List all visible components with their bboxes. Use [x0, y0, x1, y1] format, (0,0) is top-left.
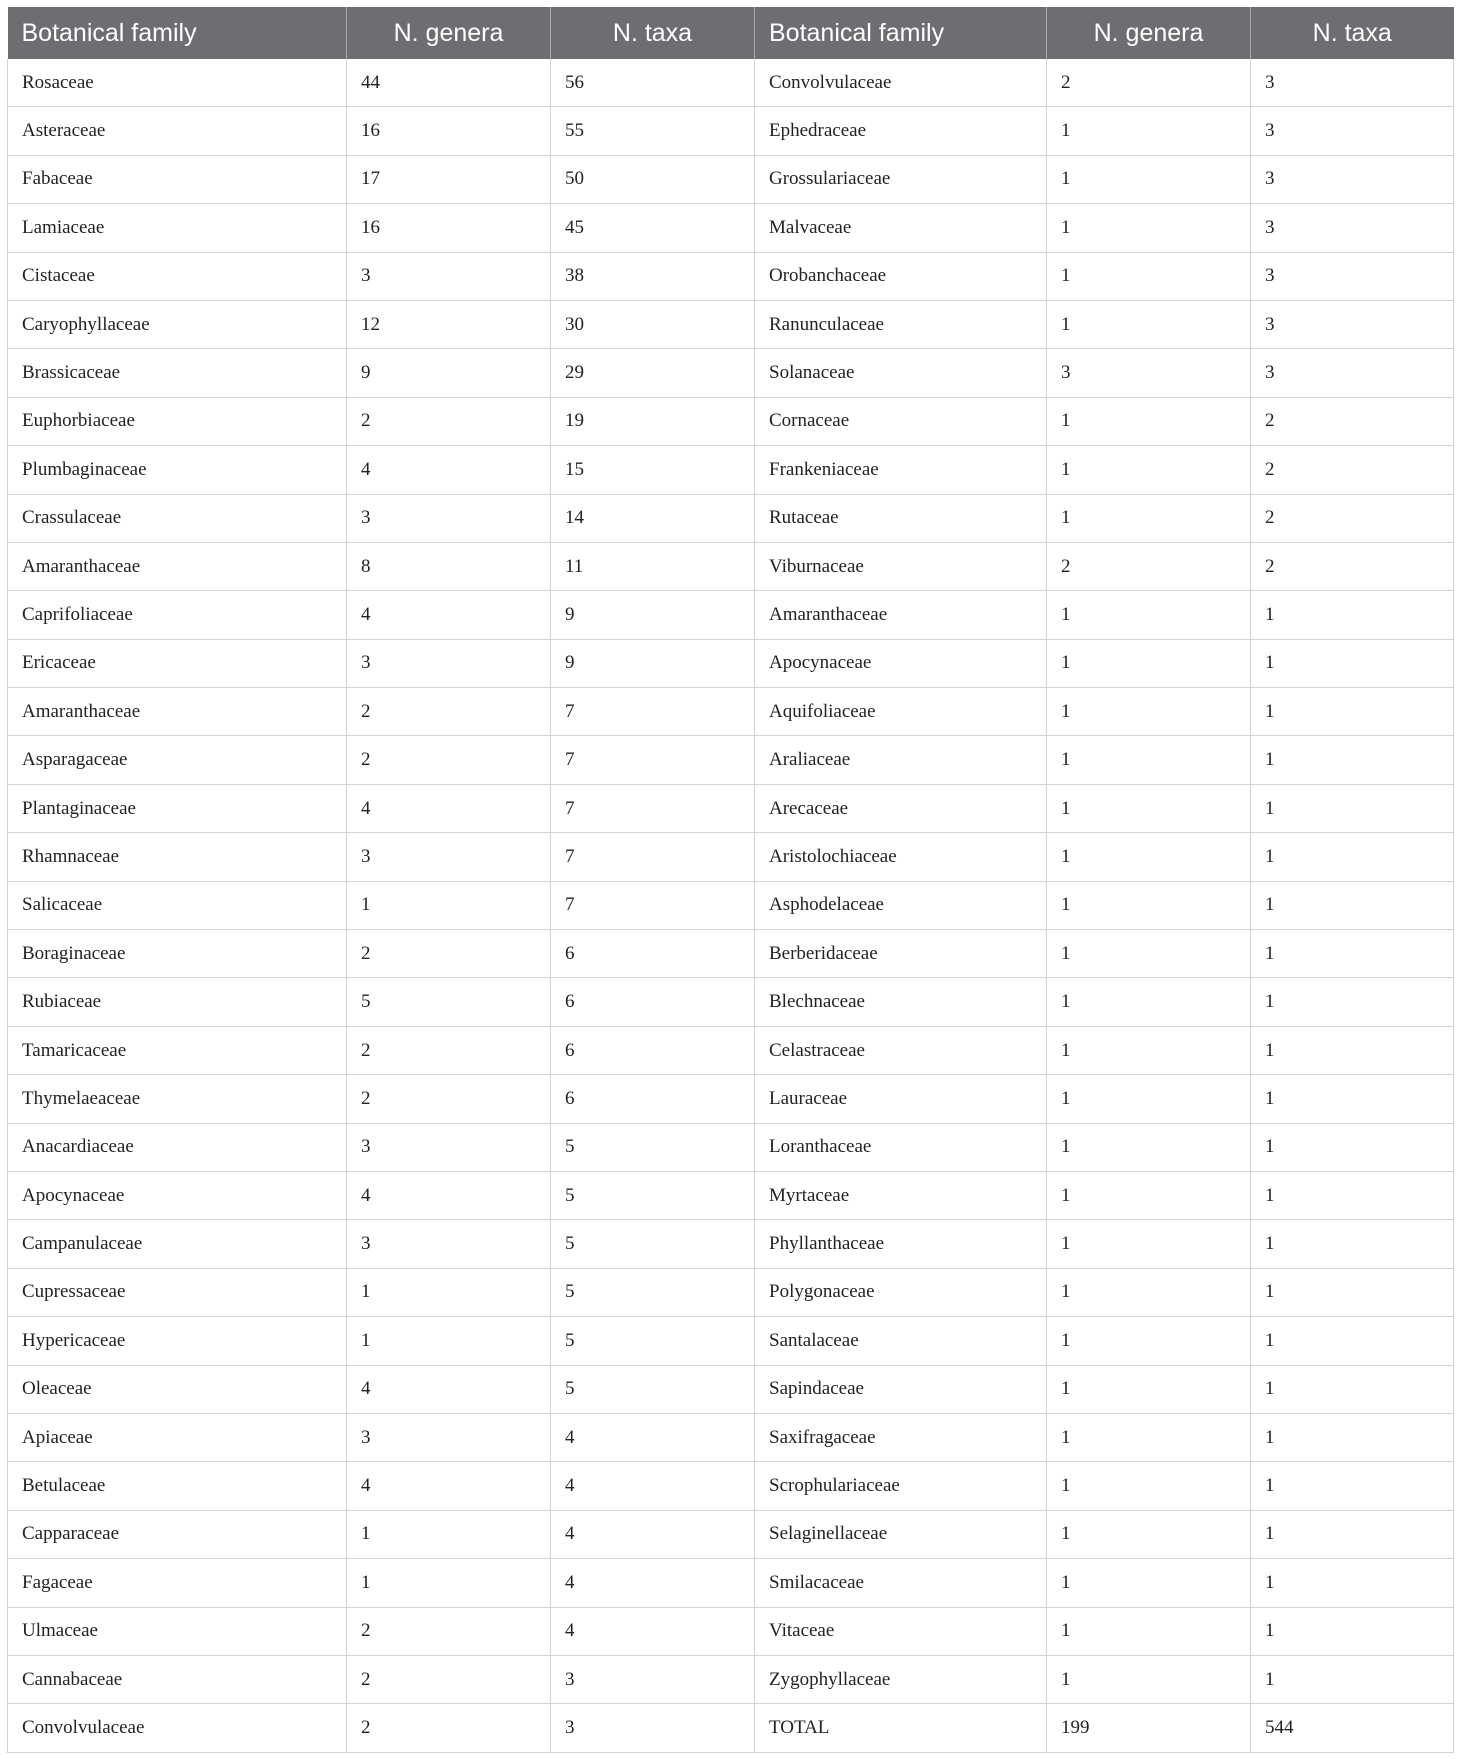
- family-cell: Lauraceae: [755, 1075, 1047, 1123]
- family-cell: TOTAL: [755, 1704, 1047, 1752]
- taxa-cell: 1: [1251, 1123, 1454, 1171]
- taxa-cell: 5: [551, 1220, 755, 1268]
- table-row: [8, 978, 1454, 1026]
- table-row: [8, 1559, 1454, 1607]
- taxa-cell: 1: [1251, 1026, 1454, 1074]
- taxa-cell: 1: [1251, 930, 1454, 978]
- family-cell: Thymelaeaceae: [8, 1075, 347, 1123]
- family-cell: Polygonaceae: [755, 1268, 1047, 1316]
- table-row: [8, 1655, 1454, 1703]
- genera-cell: 16: [347, 107, 551, 155]
- table-row: [8, 1413, 1454, 1461]
- table-row: [8, 1123, 1454, 1171]
- taxa-cell: 3: [551, 1655, 755, 1703]
- genera-cell: 1: [1047, 1462, 1251, 1510]
- family-cell: Loranthaceae: [755, 1123, 1047, 1171]
- genera-cell: 1: [1047, 1317, 1251, 1365]
- taxa-cell: 4: [551, 1510, 755, 1558]
- family-cell: Sapindaceae: [755, 1365, 1047, 1413]
- genera-cell: 1: [1047, 1026, 1251, 1074]
- family-cell: Viburnaceae: [755, 542, 1047, 590]
- genera-cell: 2: [347, 1655, 551, 1703]
- family-cell: Aquifoliaceae: [755, 688, 1047, 736]
- family-cell: Frankeniaceae: [755, 446, 1047, 494]
- genera-cell: 3: [347, 252, 551, 300]
- genera-cell: 2: [347, 1607, 551, 1655]
- taxa-cell: 3: [1251, 252, 1454, 300]
- taxa-cell: 55: [551, 107, 755, 155]
- genera-cell: 1: [1047, 639, 1251, 687]
- taxa-cell: 6: [551, 1075, 755, 1123]
- table-row: [8, 833, 1454, 881]
- family-cell: Asphodelaceae: [755, 881, 1047, 929]
- family-cell: Fagaceae: [8, 1559, 347, 1607]
- genera-cell: 4: [347, 1171, 551, 1219]
- header-n-taxa-left: N. taxa: [551, 7, 755, 59]
- taxa-cell: 3: [1251, 155, 1454, 203]
- table-row: [8, 494, 1454, 542]
- taxa-cell: 1: [1251, 1510, 1454, 1558]
- family-cell: Boraginaceae: [8, 930, 347, 978]
- table-row: [8, 446, 1454, 494]
- taxa-cell: 7: [551, 736, 755, 784]
- taxa-cell: 3: [1251, 204, 1454, 252]
- taxa-cell: 7: [551, 833, 755, 881]
- taxa-cell: 1: [1251, 1365, 1454, 1413]
- genera-cell: 1: [347, 1510, 551, 1558]
- table-row: [8, 107, 1454, 155]
- genera-cell: 2: [347, 397, 551, 445]
- family-cell: Rutaceae: [755, 494, 1047, 542]
- family-cell: Hypericaceae: [8, 1317, 347, 1365]
- genera-cell: 3: [347, 833, 551, 881]
- family-cell: Convolvulaceae: [755, 59, 1047, 107]
- genera-cell: 2: [1047, 59, 1251, 107]
- taxa-cell: 1: [1251, 1462, 1454, 1510]
- genera-cell: 1: [1047, 1075, 1251, 1123]
- family-cell: Grossulariaceae: [755, 155, 1047, 203]
- family-cell: Apocynaceae: [755, 639, 1047, 687]
- genera-cell: 1: [1047, 978, 1251, 1026]
- genera-cell: 4: [347, 1462, 551, 1510]
- families-table-container: [7, 7, 1453, 1753]
- taxa-cell: 1: [1251, 639, 1454, 687]
- family-cell: Rubiaceae: [8, 978, 347, 1026]
- taxa-cell: 45: [551, 204, 755, 252]
- taxa-cell: 1: [1251, 736, 1454, 784]
- family-cell: Aristolochiaceae: [755, 833, 1047, 881]
- table-row: [8, 784, 1454, 832]
- genera-cell: 3: [347, 1123, 551, 1171]
- taxa-cell: 6: [551, 978, 755, 1026]
- table-row: [8, 881, 1454, 929]
- genera-cell: 2: [347, 688, 551, 736]
- family-cell: Apocynaceae: [8, 1171, 347, 1219]
- taxa-cell: 1: [1251, 978, 1454, 1026]
- genera-cell: 1: [1047, 155, 1251, 203]
- family-cell: Ulmaceae: [8, 1607, 347, 1655]
- family-cell: Campanulaceae: [8, 1220, 347, 1268]
- taxa-cell: 56: [551, 59, 755, 107]
- taxa-cell: 29: [551, 349, 755, 397]
- table-row: [8, 155, 1454, 203]
- family-cell: Plantaginaceae: [8, 784, 347, 832]
- genera-cell: 1: [1047, 1365, 1251, 1413]
- table-row: [8, 930, 1454, 978]
- table-row: [8, 1607, 1454, 1655]
- family-cell: Convolvulaceae: [8, 1704, 347, 1752]
- genera-cell: 3: [347, 494, 551, 542]
- family-cell: Asparagaceae: [8, 736, 347, 784]
- genera-cell: 5: [347, 978, 551, 1026]
- genera-cell: 1: [347, 881, 551, 929]
- family-cell: Cornaceae: [755, 397, 1047, 445]
- family-cell: Lamiaceae: [8, 204, 347, 252]
- family-cell: Rosaceae: [8, 59, 347, 107]
- genera-cell: 12: [347, 300, 551, 348]
- genera-cell: 1: [1047, 736, 1251, 784]
- family-cell: Crassulaceae: [8, 494, 347, 542]
- table-row: [8, 1462, 1454, 1510]
- taxa-cell: 4: [551, 1559, 755, 1607]
- family-cell: Euphorbiaceae: [8, 397, 347, 445]
- table-row: [8, 1510, 1454, 1558]
- genera-cell: 3: [1047, 349, 1251, 397]
- family-cell: Vitaceae: [755, 1607, 1047, 1655]
- taxa-cell: 1: [1251, 1559, 1454, 1607]
- genera-cell: 1: [1047, 1220, 1251, 1268]
- taxa-cell: 6: [551, 930, 755, 978]
- header-botanical-family-left: Botanical family: [8, 7, 347, 59]
- taxa-cell: 11: [551, 542, 755, 590]
- family-cell: Celastraceae: [755, 1026, 1047, 1074]
- table-row: [8, 736, 1454, 784]
- taxa-cell: 5: [551, 1365, 755, 1413]
- family-cell: Amaranthaceae: [8, 542, 347, 590]
- taxa-cell: 1: [1251, 1413, 1454, 1461]
- taxa-cell: 3: [1251, 349, 1454, 397]
- family-cell: Asteraceae: [8, 107, 347, 155]
- family-cell: Cupressaceae: [8, 1268, 347, 1316]
- genera-cell: 2: [347, 1704, 551, 1752]
- header-botanical-family-right: Botanical family: [755, 7, 1047, 59]
- taxa-cell: 6: [551, 1026, 755, 1074]
- family-cell: Berberidaceae: [755, 930, 1047, 978]
- taxa-cell: 1: [1251, 1317, 1454, 1365]
- genera-cell: 1: [1047, 1268, 1251, 1316]
- header-n-genera-left: N. genera: [347, 7, 551, 59]
- genera-cell: 2: [347, 930, 551, 978]
- table-row: [8, 204, 1454, 252]
- family-cell: Caprifoliaceae: [8, 591, 347, 639]
- genera-cell: 1: [1047, 1171, 1251, 1219]
- taxa-cell: 5: [551, 1317, 755, 1365]
- genera-cell: 2: [1047, 542, 1251, 590]
- family-cell: Saxifragaceae: [755, 1413, 1047, 1461]
- genera-cell: 4: [347, 1365, 551, 1413]
- genera-cell: 16: [347, 204, 551, 252]
- taxa-cell: 5: [551, 1123, 755, 1171]
- taxa-cell: 1: [1251, 1171, 1454, 1219]
- taxa-cell: 4: [551, 1413, 755, 1461]
- genera-cell: 4: [347, 591, 551, 639]
- family-cell: Amaranthaceae: [755, 591, 1047, 639]
- table-row: [8, 397, 1454, 445]
- taxa-cell: 3: [1251, 107, 1454, 155]
- family-cell: Plumbaginaceae: [8, 446, 347, 494]
- family-cell: Anacardiaceae: [8, 1123, 347, 1171]
- family-cell: Myrtaceae: [755, 1171, 1047, 1219]
- taxa-cell: 3: [1251, 59, 1454, 107]
- genera-cell: 1: [1047, 300, 1251, 348]
- family-cell: Orobanchaceae: [755, 252, 1047, 300]
- taxa-cell: 2: [1251, 494, 1454, 542]
- taxa-cell: 5: [551, 1268, 755, 1316]
- genera-cell: 44: [347, 59, 551, 107]
- table-row: [8, 688, 1454, 736]
- table-row: [8, 59, 1454, 107]
- genera-cell: 2: [347, 1026, 551, 1074]
- taxa-cell: 1: [1251, 591, 1454, 639]
- taxa-cell: 7: [551, 688, 755, 736]
- genera-cell: 1: [347, 1268, 551, 1316]
- table-row: [8, 1365, 1454, 1413]
- genera-cell: 1: [1047, 881, 1251, 929]
- genera-cell: 2: [347, 736, 551, 784]
- taxa-cell: 1: [1251, 688, 1454, 736]
- genera-cell: 1: [1047, 1413, 1251, 1461]
- header-n-taxa-right: N. taxa: [1251, 7, 1454, 59]
- table-row: [8, 1075, 1454, 1123]
- family-cell: Santalaceae: [755, 1317, 1047, 1365]
- genera-cell: 1: [1047, 1510, 1251, 1558]
- genera-cell: 1: [1047, 1655, 1251, 1703]
- genera-cell: 8: [347, 542, 551, 590]
- genera-cell: 17: [347, 155, 551, 203]
- family-cell: Zygophyllaceae: [755, 1655, 1047, 1703]
- table-row: [8, 300, 1454, 348]
- genera-cell: 1: [1047, 833, 1251, 881]
- taxa-cell: 3: [551, 1704, 755, 1752]
- taxa-cell: 9: [551, 639, 755, 687]
- taxa-cell: 4: [551, 1462, 755, 1510]
- family-cell: Cannabaceae: [8, 1655, 347, 1703]
- taxa-cell: 2: [1251, 446, 1454, 494]
- table-row: [8, 252, 1454, 300]
- table-row: [8, 542, 1454, 590]
- table-row: [8, 639, 1454, 687]
- taxa-cell: 1: [1251, 1075, 1454, 1123]
- genera-cell: 1: [1047, 784, 1251, 832]
- taxa-cell: 1: [1251, 784, 1454, 832]
- taxa-cell: 2: [1251, 397, 1454, 445]
- genera-cell: 1: [1047, 494, 1251, 542]
- botanical-families-table: [7, 7, 1454, 1753]
- taxa-cell: 2: [1251, 542, 1454, 590]
- genera-cell: 1: [1047, 446, 1251, 494]
- table-row: [8, 1220, 1454, 1268]
- genera-cell: 1: [1047, 252, 1251, 300]
- family-cell: Malvaceae: [755, 204, 1047, 252]
- table-row: [8, 591, 1454, 639]
- taxa-cell: 544: [1251, 1704, 1454, 1752]
- genera-cell: 3: [347, 1220, 551, 1268]
- family-cell: Smilacaceae: [755, 1559, 1047, 1607]
- genera-cell: 199: [1047, 1704, 1251, 1752]
- taxa-cell: 14: [551, 494, 755, 542]
- genera-cell: 1: [1047, 1607, 1251, 1655]
- genera-cell: 1: [1047, 1559, 1251, 1607]
- genera-cell: 1: [347, 1317, 551, 1365]
- table-row: [8, 1171, 1454, 1219]
- genera-cell: 4: [347, 446, 551, 494]
- family-cell: Arecaceae: [755, 784, 1047, 832]
- family-cell: Ephedraceae: [755, 107, 1047, 155]
- genera-cell: 1: [1047, 107, 1251, 155]
- family-cell: Betulaceae: [8, 1462, 347, 1510]
- header-n-genera-right: N. genera: [1047, 7, 1251, 59]
- taxa-cell: 19: [551, 397, 755, 445]
- taxa-cell: 7: [551, 881, 755, 929]
- table-body: [8, 59, 1454, 1752]
- family-cell: Apiaceae: [8, 1413, 347, 1461]
- family-cell: Caryophyllaceae: [8, 300, 347, 348]
- genera-cell: 1: [347, 1559, 551, 1607]
- genera-cell: 4: [347, 784, 551, 832]
- genera-cell: 2: [347, 1075, 551, 1123]
- family-cell: Oleaceae: [8, 1365, 347, 1413]
- taxa-cell: 3: [1251, 300, 1454, 348]
- genera-cell: 1: [1047, 204, 1251, 252]
- family-cell: Selaginellaceae: [755, 1510, 1047, 1558]
- family-cell: Amaranthaceae: [8, 688, 347, 736]
- family-cell: Scrophulariaceae: [755, 1462, 1047, 1510]
- taxa-cell: 1: [1251, 1268, 1454, 1316]
- taxa-cell: 15: [551, 446, 755, 494]
- family-cell: Ericaceae: [8, 639, 347, 687]
- family-cell: Salicaceae: [8, 881, 347, 929]
- taxa-cell: 1: [1251, 1607, 1454, 1655]
- family-cell: Rhamnaceae: [8, 833, 347, 881]
- genera-cell: 3: [347, 639, 551, 687]
- family-cell: Tamaricaceae: [8, 1026, 347, 1074]
- table-row: [8, 1704, 1454, 1752]
- taxa-cell: 38: [551, 252, 755, 300]
- taxa-cell: 1: [1251, 1220, 1454, 1268]
- taxa-cell: 9: [551, 591, 755, 639]
- genera-cell: 3: [347, 1413, 551, 1461]
- genera-cell: 9: [347, 349, 551, 397]
- genera-cell: 1: [1047, 688, 1251, 736]
- table-row: [8, 1317, 1454, 1365]
- genera-cell: 1: [1047, 397, 1251, 445]
- family-cell: Brassicaceae: [8, 349, 347, 397]
- taxa-cell: 30: [551, 300, 755, 348]
- table-row: [8, 1268, 1454, 1316]
- taxa-cell: 7: [551, 784, 755, 832]
- table-header: [8, 7, 1454, 59]
- genera-cell: 1: [1047, 930, 1251, 978]
- family-cell: Araliaceae: [755, 736, 1047, 784]
- taxa-cell: 4: [551, 1607, 755, 1655]
- taxa-cell: 5: [551, 1171, 755, 1219]
- family-cell: Blechnaceae: [755, 978, 1047, 1026]
- taxa-cell: 1: [1251, 881, 1454, 929]
- family-cell: Fabaceae: [8, 155, 347, 203]
- family-cell: Phyllanthaceae: [755, 1220, 1047, 1268]
- table-row: [8, 349, 1454, 397]
- taxa-cell: 50: [551, 155, 755, 203]
- family-cell: Ranunculaceae: [755, 300, 1047, 348]
- family-cell: Capparaceae: [8, 1510, 347, 1558]
- genera-cell: 1: [1047, 1123, 1251, 1171]
- family-cell: Solanaceae: [755, 349, 1047, 397]
- header-row: [8, 7, 1454, 59]
- taxa-cell: 1: [1251, 833, 1454, 881]
- genera-cell: 1: [1047, 591, 1251, 639]
- taxa-cell: 1: [1251, 1655, 1454, 1703]
- table-row: [8, 1026, 1454, 1074]
- family-cell: Cistaceae: [8, 252, 347, 300]
